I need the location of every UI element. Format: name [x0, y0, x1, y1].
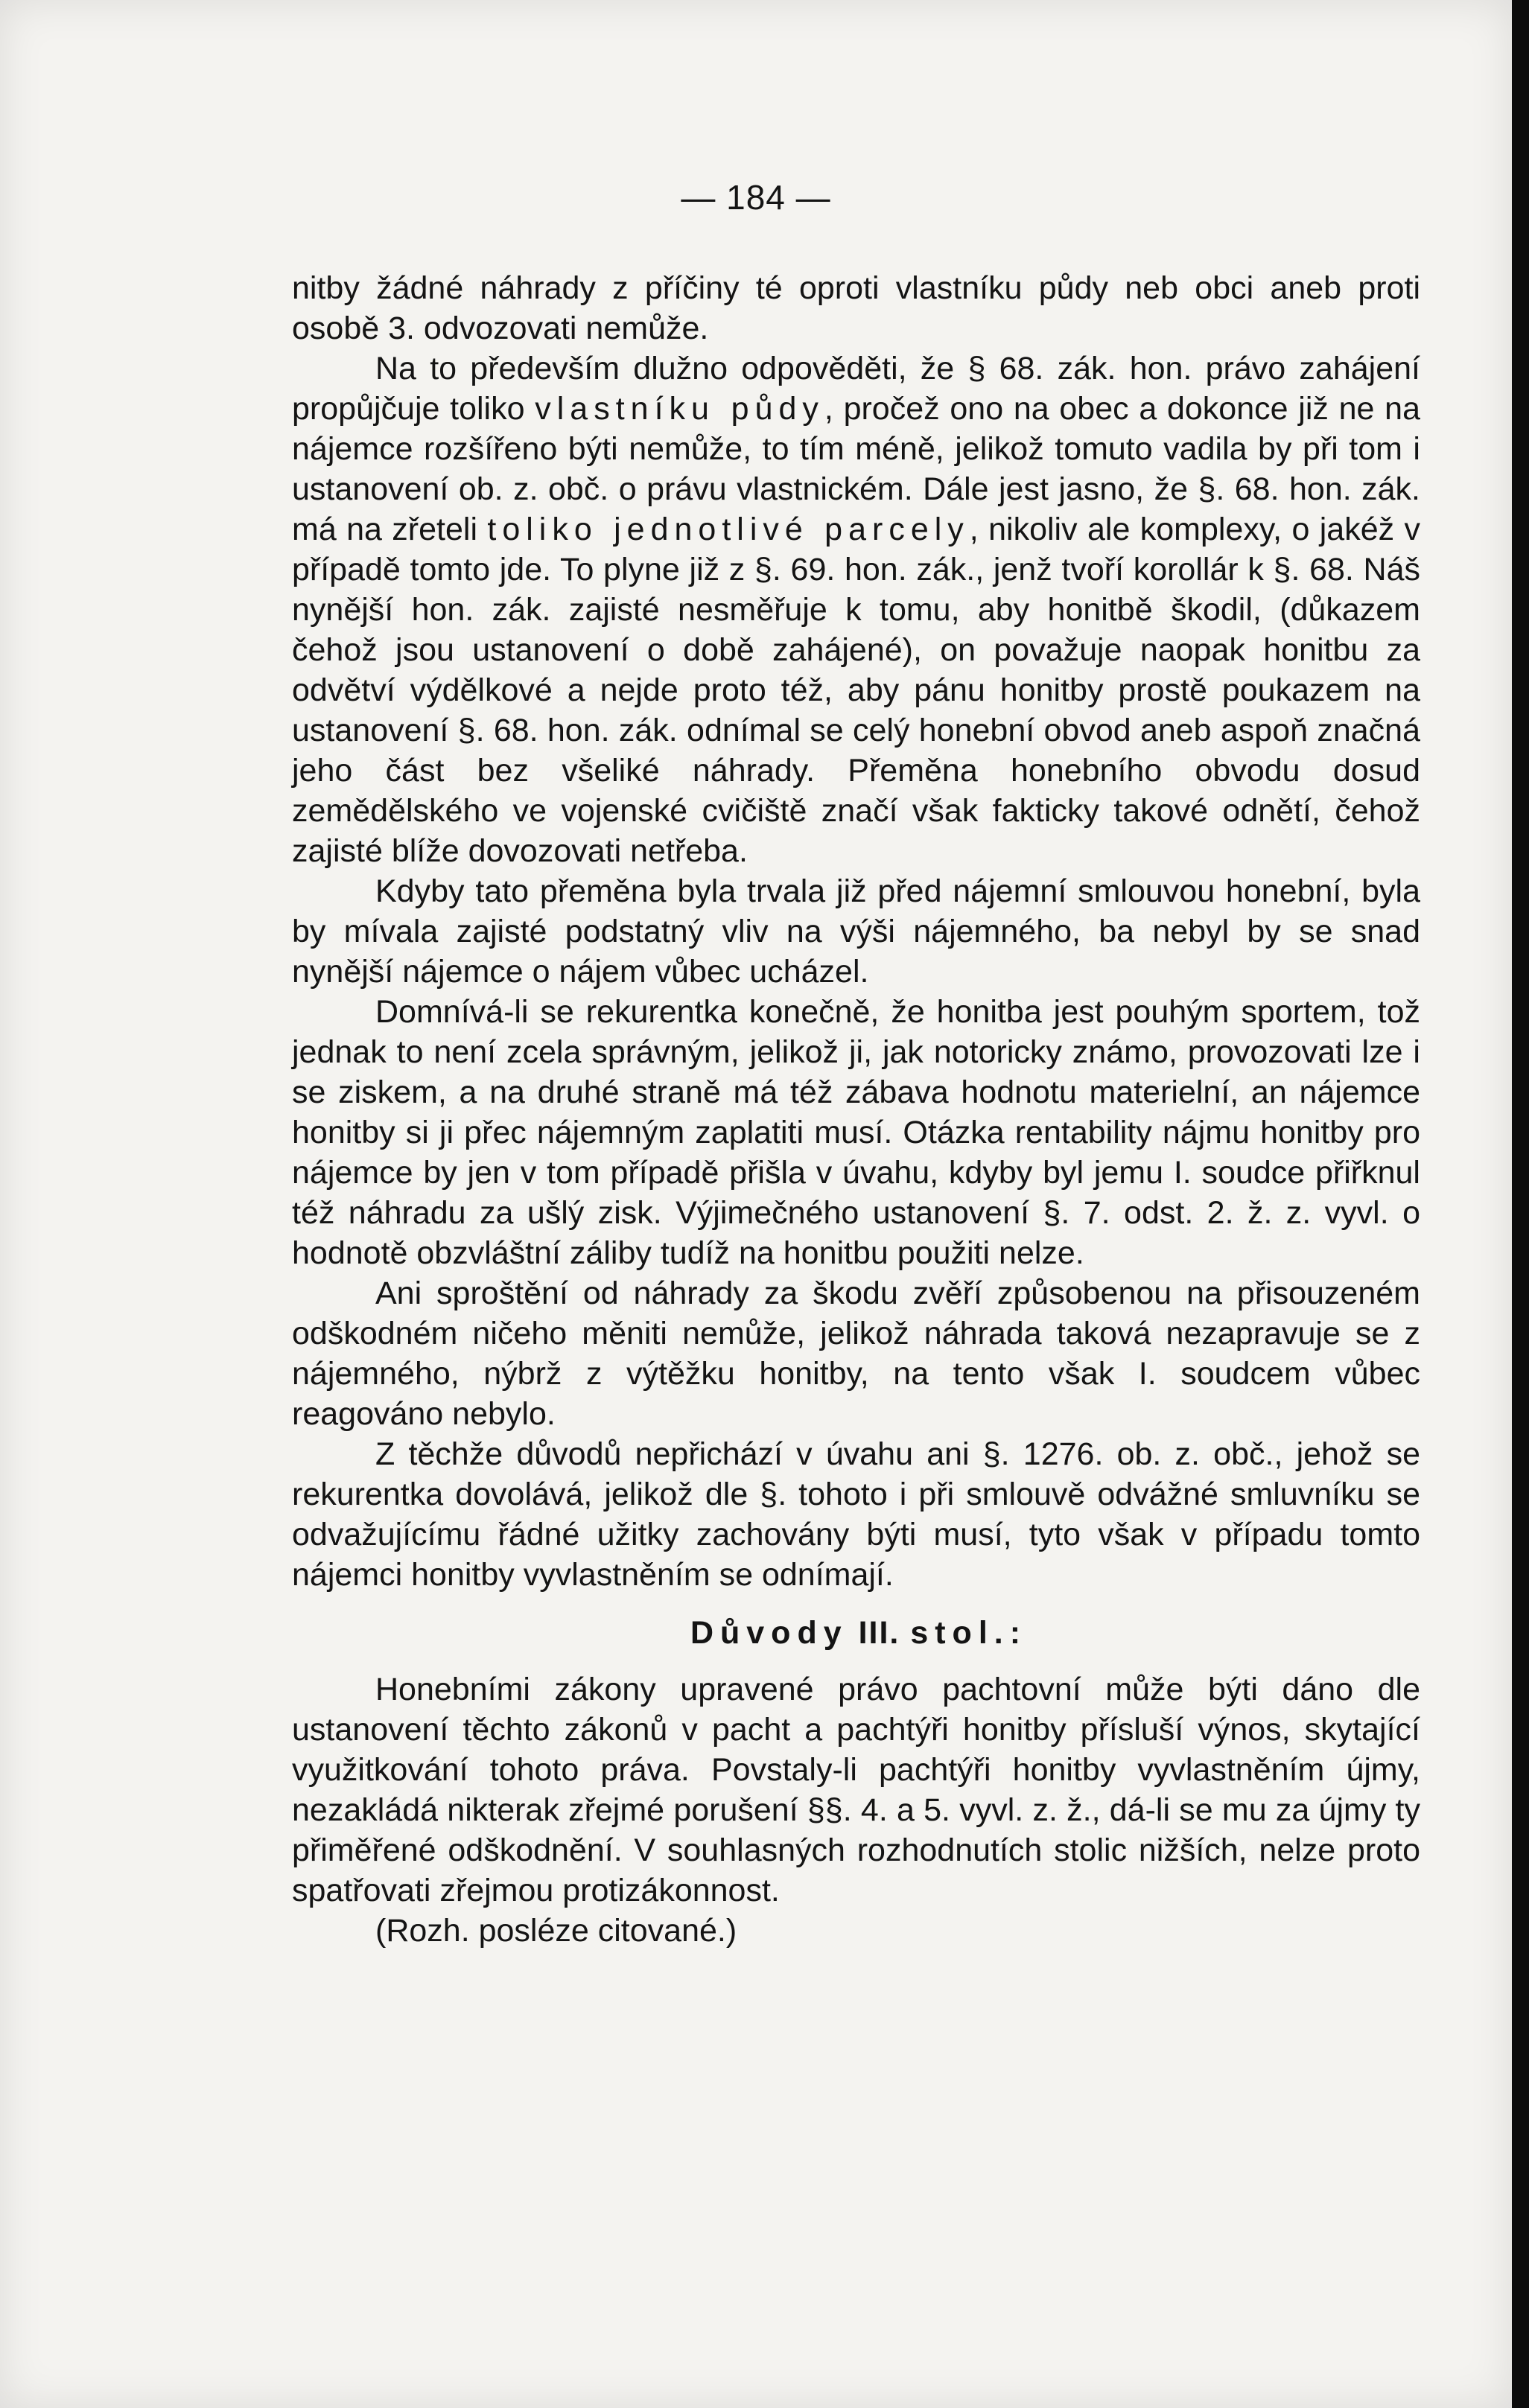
paragraph-3 [292, 871, 1420, 992]
scan-dark-edge [1512, 0, 1529, 2408]
emphasized-text: toliko jednotlivé parcely [487, 512, 970, 547]
paragraph-8 [292, 1911, 1420, 1951]
paragraph-text: Z těchže důvodů nepřichází v úvahu ani §. 1276. ob. z. obč., jehož se rekurentka dovolává, jelikož dle §. tohoto i při smlouvě odvážné smluvníku se odvažujícímu řádné užitky zachovány býti musí, tyto však v případu tomto nájemci honitby vyvlastněním se odnímají. [292, 1436, 1420, 1593]
paragraph-text: Honebními zákony upravené právo pachtovní může býti dáno dle ustanovení těchto zákonů v pacht a pachtýři honitby přísluší výnos, skytající využitkování tohoto práva. Povstaly-li pachtýři honitby vyvlastněním újmy, nezakládá nikterak zřejmé porušení §§. 4. a 5. vyvl. z. ž., dá-li se mu za újmy ty přiměřené odškodnění. V souhlasných rozhodnutích stolic nižších, nelze proto spatřovati zřejmou protizákonnost. [292, 1672, 1420, 1908]
paragraph-text: nitby žádné náhrady z příčiny té oproti vlastníku půdy neb obci aneb proti osobě 3. odvozovati nemůže. [292, 270, 1420, 346]
body-text [292, 268, 1420, 1951]
heading-colon: : [1009, 1615, 1023, 1651]
paragraph-text: , pročež ono na obec a dokonce již ne na nájemce rozšířeno býti nemůže, to tím méně, jelikož tomuto vadila by při tom i ustanovení ob. z. obč. o právu vlastnickém. Dále jest jasno, že §. 68. hon. zák. má na zřeteli [292, 391, 1420, 547]
heading-roman: III. [858, 1615, 900, 1651]
paragraph-6 [292, 1434, 1420, 1595]
paragraph-text: Kdyby tato přeměna byla trvala již před nájemní smlouvou honební, byla by mívala zajisté podstatný vliv na výši nájemného, ba nebyl by se snad nynější nájemce o nájem vůbec ucházel. [292, 873, 1420, 990]
paragraph-text: Domnívá-li se rekurentka konečně, že honitba jest pouhým sportem, tož jednak to není zcela správným, jelikož ji, jak notoricky známo, provozovati lze i se ziskem, a na druhé straně má též zábava hodnotu materielní, an nájemce honitby si ji přec nájemným zaplatiti musí. Otázka rentability nájmu honitby pro nájemce by jen v tom případě přišla v úvahu, kdyby byl jemu I. soudce přiřknul též náhradu za ušlý zisk. Výjimečného ustanovení §. 7. odst. 2. ž. z. vyvl. o hodnotě obzvláštní záliby tudíž na honitbu použiti nelze. [292, 994, 1420, 1271]
paragraph-text: Na to především dlužno odpověděti, že § 68. zák. hon. právo zahájení propůjčuje toliko [292, 351, 1420, 427]
heading-abbr: stol. [910, 1615, 1010, 1651]
paragraph-5 [292, 1273, 1420, 1434]
citation-text: (Rozh. posléze citované.) [375, 1913, 737, 1949]
paragraph-7 [292, 1669, 1420, 1911]
paragraph-2 [292, 348, 1420, 871]
paragraph-text: , nikoliv ale komplexy, o jakéž v případě tomto jde. To plyne již z §. 69. hon. zák., jenž tvoří korollár k §. 68. Náš nynější hon. zák. zajisté nesměřuje k tomu, aby honitbě škodil, (důkazem čehož jsou ustanovení o době zahájené), on považuje naopak honitbu za odvětví výdělkové a nejde proto též, aby pánu honitby prostě poukazem na ustanovení §. 68. hon. zák. odnímal se celý honební obvod aneb aspoň značná jeho část bez všeliké náhrady. Přeměna honebního obvodu dosud zemědělského ve vojenské cvičiště značí však fakticky takové odnětí, čehož zajisté blíže dovozovati netřeba. [292, 512, 1420, 869]
heading-word: Důvody [690, 1615, 848, 1651]
emphasized-text: vlastníku půdy [535, 391, 824, 427]
paragraph-4 [292, 992, 1420, 1273]
section-heading [292, 1613, 1420, 1653]
page-number: — 184 — [681, 178, 831, 217]
paragraph-1 [292, 268, 1420, 348]
paragraph-text: Ani sproštění od náhrady za škodu zvěří způsobenou na přisouzeném odškodném ničeho měniti nemůže, jelikož náhrada taková nezapravuje se z nájemného, nýbrž z výtěžku honitby, na tento však I. soudcem vůbec reagováno nebylo. [292, 1275, 1420, 1432]
